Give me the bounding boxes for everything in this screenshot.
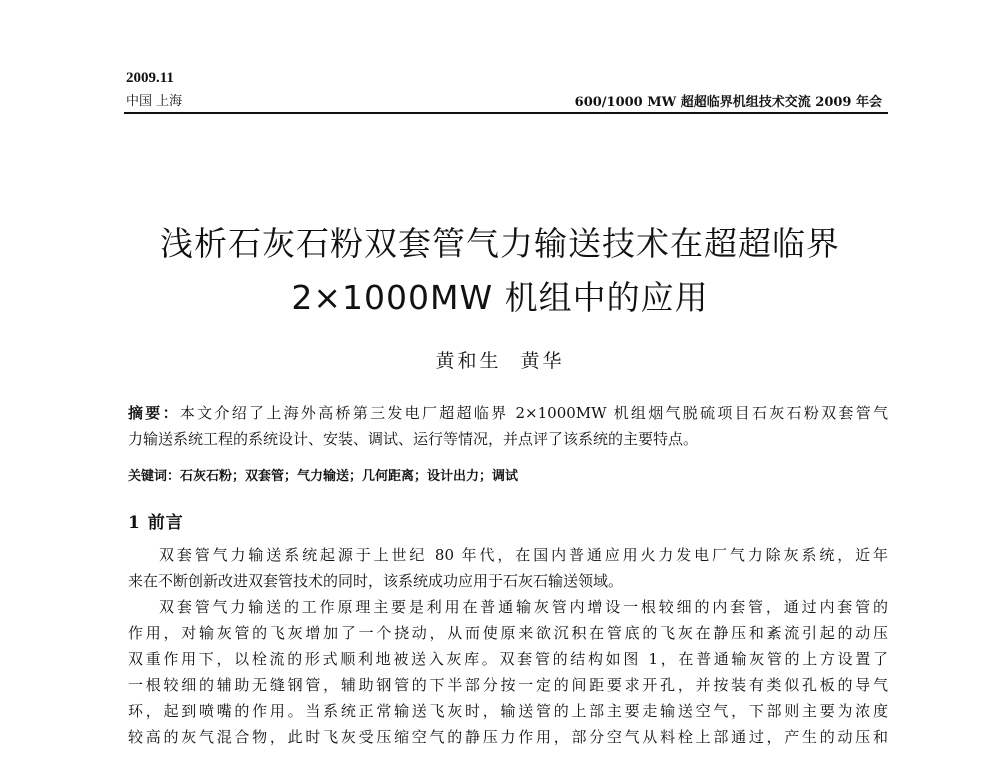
header-place: 中国 上海 <box>126 94 183 109</box>
abstract-text-1: 本文介绍了上海外高桥第三发电厂超超临界 2×1000MW 机组烟气脱硫项目石灰石粉双套管气 <box>179 404 888 422</box>
abstract-line-2: 力输送系统工程的系统设计、安装、调试、运行等情况，并点评了该系统的主要特点。 <box>128 430 699 448</box>
paragraph-2-line: 环，起到喷嘴的作用。当系统正常输送飞灰时，输送管的上部主要走输送空气，下部则主要为浓度 <box>128 702 888 720</box>
abstract <box>128 400 888 452</box>
title-line-2: 2×1000MW 机组中的应用 <box>291 278 709 317</box>
keywords <box>128 467 888 487</box>
keywords-text: 石灰石粉；双套管；气力输送；几何距离；设计出力；调试 <box>180 469 519 484</box>
header-date: 2009.11 <box>126 70 174 86</box>
section-number: 1 <box>128 513 141 533</box>
abstract-label: 摘要： <box>128 404 180 422</box>
paragraph-1-line: 双套管气力输送系统起源于上世纪 80 年代，在国内普通应用火力发电厂气力除灰系统，近年 <box>159 546 888 564</box>
section-title: 前言 <box>147 513 184 533</box>
title-line-1: 浅析石灰石粉双套管气力输送技术在超超临界 <box>160 224 840 263</box>
paragraph-2-line: 较高的灰气混合物，此时飞灰受压缩空气的静压力作用，部分空气从料栓上部通过，产生的动压和 <box>128 728 888 746</box>
keywords-label: 关键词： <box>128 469 181 484</box>
paragraph-2-line: 一根较细的辅助无缝钢管，辅助钢管的下半部分按一定的间距要求开孔，并按装有类似孔板的导气 <box>128 676 888 694</box>
authors: 黄和生 黄华 <box>435 350 565 372</box>
paragraph-1-line: 来在不断创新改进双套管技术的同时，该系统成功应用于石灰石输送领域。 <box>128 572 624 590</box>
section-heading <box>128 508 184 533</box>
paragraph-2-line: 双重作用下，以栓流的形式顺利地被送入灰库。双套管的结构如图 1，在普通输灰管的上方设置了 <box>128 650 888 668</box>
paragraph-2-line: 双套管气力输送的工作原理主要是利用在普通输灰管内增设一根较细的内套管，通过内套管的 <box>159 598 888 616</box>
abstract-line-1 <box>128 400 888 426</box>
header-conference: 600/1000 MW 超超临界机组技术交流 2009 年会 <box>574 95 882 110</box>
header-rule <box>124 112 888 114</box>
body-text <box>128 542 888 750</box>
paragraph-2-line: 作用，对输灰管的飞灰增加了一个挠动，从而使原来欲沉积在管底的飞灰在静压和紊流引起的动压 <box>128 624 888 642</box>
